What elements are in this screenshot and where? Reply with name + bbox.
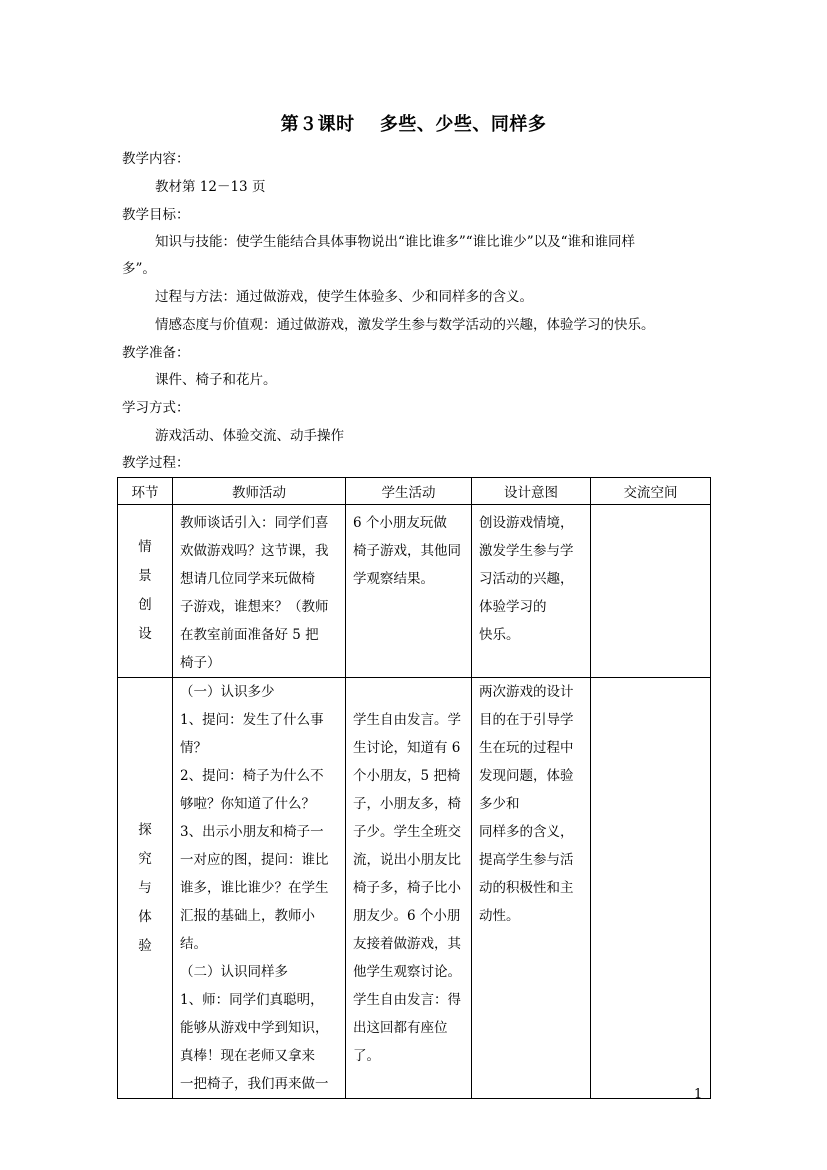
teacher-line: 能够从游戏中学到知识， — [180, 1020, 329, 1036]
header-design: 设计意图 — [472, 478, 591, 505]
stage-char: 情 — [138, 539, 152, 555]
student-line: 流，说出小朋友比 — [353, 852, 461, 868]
teacher-line: 真棒！现在老师又拿来 — [180, 1048, 315, 1064]
header-student: 学生活动 — [346, 478, 472, 505]
stage-char: 与 — [138, 879, 152, 896]
teacher-line: 3、出示小朋友和椅子一 — [180, 824, 324, 840]
page-number: 1 — [694, 1087, 703, 1102]
header-stage: 环节 — [118, 478, 173, 505]
student-cell — [346, 678, 472, 1099]
student-line: 个小朋友，5 把椅 — [353, 768, 461, 784]
student-line: 子，小朋友多，椅 — [353, 796, 461, 812]
teacher-line: 一对应的图，提问：谁比 — [180, 852, 329, 868]
teacher-line: 1、师：同学们真聪明， — [180, 992, 324, 1008]
header-exchange: 交流空间 — [591, 478, 711, 505]
student-line: 出这回都有座位 — [353, 1020, 448, 1036]
goals-label: 教学目标： — [122, 207, 190, 223]
exchange-cell — [591, 505, 711, 678]
student-line: 椅子多，椅子比小 — [353, 880, 461, 896]
design-line: 快乐。 — [479, 627, 520, 643]
content-text: 教材第 12－13 页 — [155, 179, 266, 195]
teacher-line: 欢做游戏吗？这节课，我 — [180, 543, 329, 559]
table-header-row — [118, 478, 711, 505]
teacher-line: 汇报的基础上，教师小结。 — [180, 908, 315, 952]
prep-label: 教学准备： — [122, 345, 190, 361]
student-line: 了。 — [353, 1048, 380, 1064]
teacher-cell — [173, 678, 346, 1099]
goal-process: 过程与方法：通过做游戏，使学生体验多、少和同样多的含义。 — [155, 289, 533, 305]
stage-char: 体 — [138, 908, 152, 925]
teacher-line: 想请几位同学来玩做椅 — [180, 571, 315, 587]
teacher-line: 谁多，谁比谁少？在学生 — [180, 880, 329, 896]
stage-char: 景 — [138, 568, 152, 584]
stage-cell — [118, 678, 173, 1099]
teacher-line: 子游戏，谁想来？（教师 — [180, 599, 329, 615]
header-teacher: 教师活动 — [173, 478, 346, 505]
teacher-cell — [173, 505, 346, 678]
student-line — [353, 678, 465, 706]
design-line: 体验学习的 — [479, 599, 547, 615]
design-line: 动的积极性和主 — [479, 880, 574, 896]
teacher-line: 在教室前面准备好 5 把 — [180, 627, 319, 643]
design-line: 目的在于引导学 — [479, 712, 574, 728]
design-line: 生在玩的过程中 — [479, 740, 574, 756]
design-line: 多少和 — [479, 796, 520, 812]
design-line: 习活动的兴趣， — [479, 571, 574, 587]
goal-knowledge-line1: 知识与技能：使学生能结合具体事物说出“谁比谁多”“谁比谁少”以及“谁和谁同样 — [155, 234, 636, 250]
teacher-line: 一把椅子，我们再来做一 — [180, 1076, 329, 1092]
design-cell — [472, 505, 591, 678]
teacher-line: 椅子） — [180, 655, 221, 671]
design-line: 同样多的含义， — [479, 824, 574, 840]
table-row — [118, 505, 711, 678]
teacher-line: 1、提问：发生了什么事 — [180, 712, 324, 728]
design-line: 发现问题，体验 — [479, 768, 574, 784]
teacher-line: 够啦？你知道了什么？ — [180, 796, 315, 812]
teacher-line: 教师谈话引入：同学们喜 — [180, 515, 329, 531]
teacher-line: （一）认识多少 — [180, 684, 275, 700]
goal-knowledge-line2: 多”。 — [122, 261, 156, 277]
student-line: 学观察结果。 — [353, 571, 434, 587]
student-cell — [346, 505, 472, 678]
teacher-line: （二）认识同样多 — [180, 964, 288, 980]
teacher-line: 情？ — [180, 740, 207, 756]
student-line: 他学生观察讨论。 — [353, 964, 461, 980]
student-line: 朋友少。6 个小朋 — [353, 908, 461, 924]
student-line: 友接着做游戏，其 — [353, 936, 461, 952]
process-table — [117, 477, 711, 1099]
goal-emotion: 情感态度与价值观：通过做游戏，激发学生参与数学活动的兴趣，体验学习的快乐。 — [155, 317, 655, 333]
method-label: 学习方式： — [122, 400, 190, 416]
teacher-line: 2、提问：椅子为什么不 — [180, 768, 324, 784]
method-text: 游戏活动、体验交流、动手操作 — [155, 428, 344, 444]
student-line: 生讨论，知道有 6 — [353, 740, 461, 756]
stage-char: 探 — [138, 821, 152, 838]
design-line: 提高学生参与活 — [479, 852, 574, 868]
stage-char: 设 — [138, 626, 152, 642]
student-line: 学生自由发言：得 — [353, 992, 461, 1008]
design-line: 两次游戏的设计 — [479, 684, 574, 700]
student-line: 6 个小朋友玩做 — [353, 515, 447, 531]
prep-text: 课件、椅子和花片。 — [155, 372, 277, 388]
table-row — [118, 678, 711, 1099]
design-line: 创设游戏情境， — [479, 515, 574, 531]
stage-cell — [118, 505, 173, 678]
design-line: 动性。 — [479, 908, 520, 924]
process-label: 教学过程： — [122, 455, 190, 471]
stage-char: 究 — [138, 850, 152, 867]
page-title: 第３课时 多些、少些、同样多 — [280, 114, 547, 135]
exchange-cell — [591, 678, 711, 1099]
design-line: 激发学生参与学 — [479, 543, 574, 559]
student-line: 椅子游戏，其他同 — [353, 543, 461, 559]
stage-char: 验 — [138, 937, 152, 954]
student-line: 子少。学生全班交 — [353, 824, 461, 840]
stage-char: 创 — [138, 597, 152, 613]
design-cell — [472, 678, 591, 1099]
content-label: 教学内容： — [122, 151, 190, 167]
student-line: 学生自由发言。学 — [353, 712, 461, 728]
